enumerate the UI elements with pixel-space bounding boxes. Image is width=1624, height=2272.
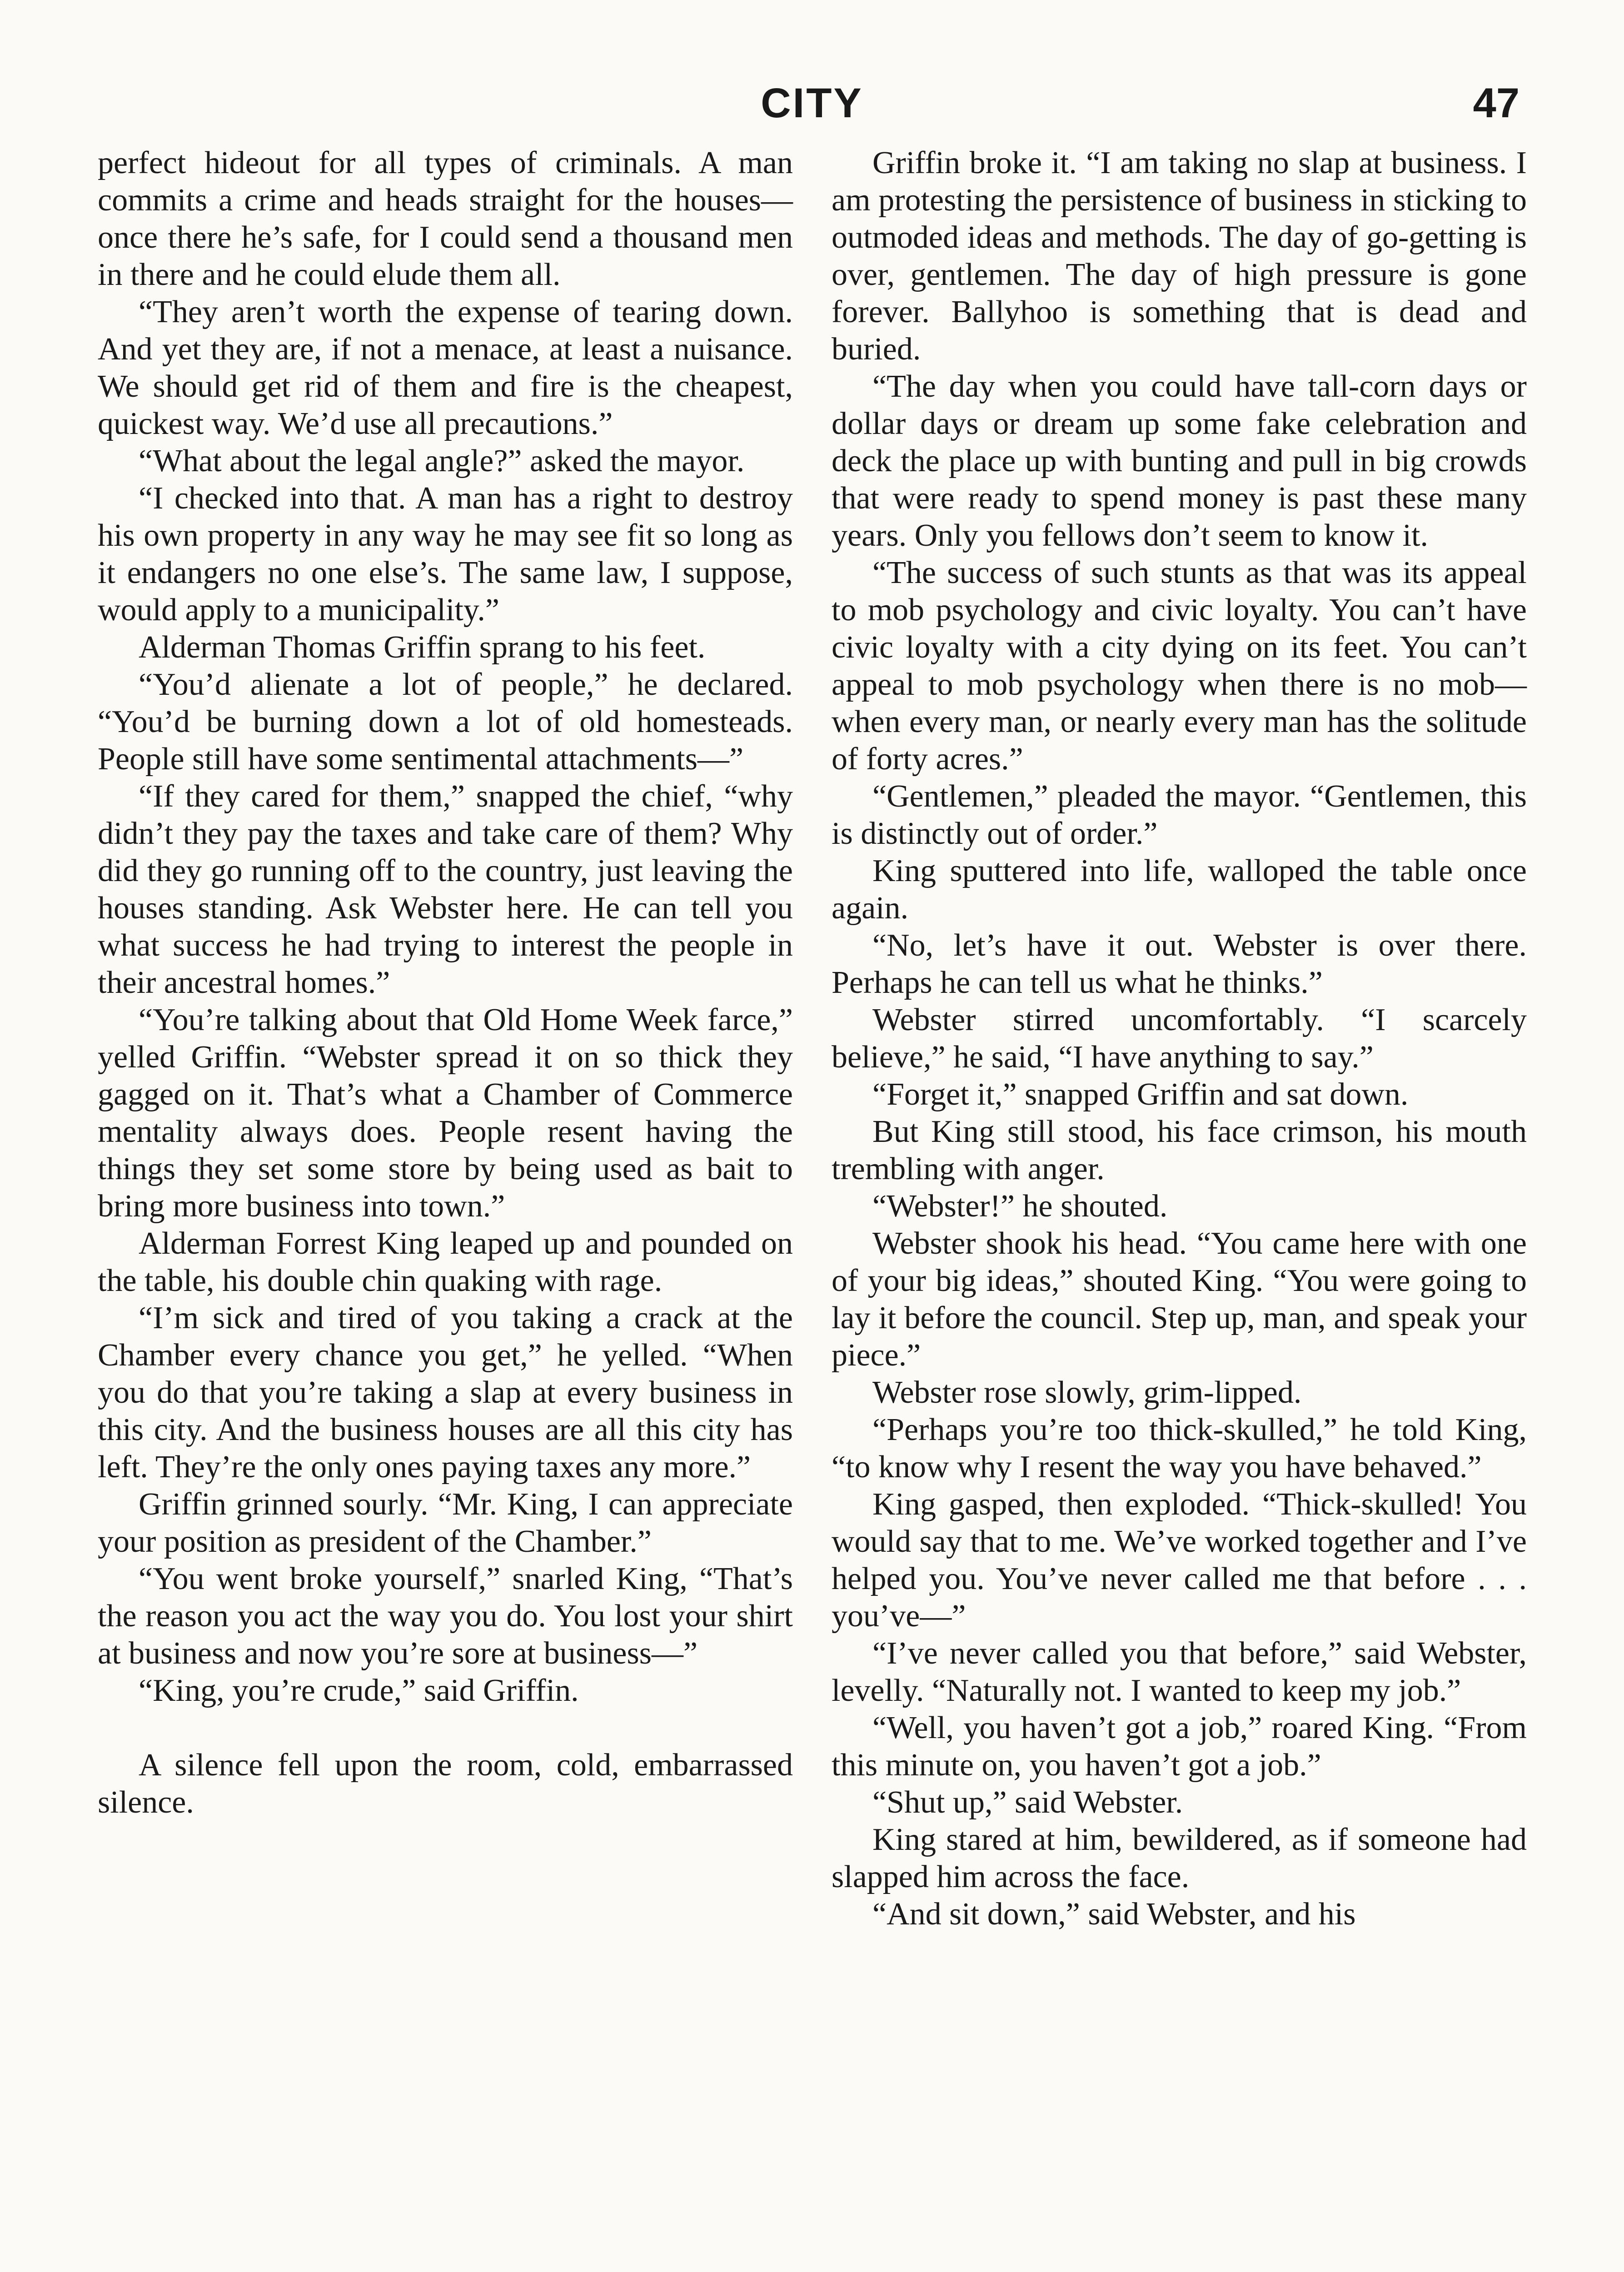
paragraph: “Shut up,” said Webster. [872, 1785, 1183, 1820]
paragraph: “You’d alienate a lot of people,” he declared. “You’d be burning down a lot of old homesteads. People still have some sentimental attachments—” [98, 667, 793, 777]
paragraph: “No, let’s have it out. Webster is over there. Perhaps he can tell us what he thinks.” [832, 928, 1527, 1000]
paragraph: Griffin broke it. “I am taking no slap at business. I am protesting the persistence of business in sticking to outmoded ideas and methods. The day of go-getting is over, gentlemen. The day of high pressure is gone forever. Ballyhoo is something that is dead and buried. [832, 145, 1527, 367]
paragraph: King gasped, then exploded. “Thick-skulled! You would say that to me. We’ve worked together and I’ve helped you. You’ve never called me that before . . . you’ve—” [832, 1487, 1527, 1634]
paragraph: Webster stirred uncomfortably. “I scarcely believe,” he said, “I have anything to say.” [832, 1002, 1527, 1075]
paragraph: “Well, you haven’t got a job,” roared King. “From this minute on, you haven’t got a job.” [832, 1710, 1527, 1783]
paragraph: “The day when you could have tall-corn days or dollar days or dream up some fake celebration and deck the place up with bunting and pull in big crowds that were ready to spend money is past these many years. Only you fellows don’t seem to know it. [832, 369, 1527, 553]
paragraph: “I checked into that. A man has a right to destroy his own property in any way he may see fit so long as it endangers no one else’s. The same law, I suppose, would apply to a municipality.” [98, 481, 793, 628]
page-number: 47 [1473, 80, 1519, 126]
paragraph: “And sit down,” said Webster, and his [872, 1897, 1356, 1932]
paragraph: Alderman Thomas Griffin sprang to his feet. [139, 630, 706, 665]
right-column [832, 144, 1527, 1933]
paragraph: Webster shook his head. “You came here with one of your big ideas,” shouted King. “You were going to lay it before the council. Step up, man, and speak your piece.” [832, 1226, 1527, 1373]
paragraph: Webster rose slowly, grim-lipped. [872, 1375, 1302, 1410]
paragraph: “You went broke yourself,” snarled King, “That’s the reason you act the way you do. You lost your shirt at business and now you’re sore at business—” [98, 1561, 793, 1671]
paragraph: “I’ve never called you that before,” said Webster, levelly. “Naturally not. I wanted to keep my job.” [832, 1636, 1527, 1708]
left-column [98, 144, 793, 1821]
paragraph: “I’m sick and tired of you taking a crack at the Chamber every chance you get,” he yelled. “When you do that you’re taking a slap at every business in this city. And the business houses are all this city has left. They’re the only ones paying taxes any more.” [98, 1300, 793, 1485]
paragraph: “What about the legal angle?” asked the mayor. [139, 443, 745, 478]
paragraph: “King, you’re crude,” said Griffin. [139, 1673, 579, 1708]
paragraph: King stared at him, bewildered, as if someone had slapped him across the face. [832, 1822, 1527, 1894]
running-title: CITY [761, 80, 863, 126]
paragraph: “Webster!” he shouted. [872, 1189, 1168, 1224]
paragraph: A silence fell upon the room, cold, embarrassed silence. [98, 1748, 793, 1820]
paragraph: But King still stood, his face crimson, his mouth trembling with anger. [832, 1114, 1527, 1186]
paragraph: perfect hideout for all types of criminals. A man commits a crime and heads straight for the houses—once there he’s safe, for I could send a thousand men in there and he could elude them all. [98, 145, 793, 292]
paragraph: “They aren’t worth the expense of tearing down. And yet they are, if not a menace, at least a nuisance. We should get rid of them and fire is the cheapest, quickest way. We’d use all precautions.” [98, 294, 793, 441]
paragraph: King sputtered into life, walloped the table once again. [832, 853, 1527, 926]
paragraph: “The success of such stunts as that was its appeal to mob psychology and civic loyalty. You can’t have civic loyalty with a city dying on its feet. You can’t appeal to mob psychology when there is no mob—when every man, or nearly every man has the solitude of forty acres.” [832, 555, 1527, 777]
paragraph: “Perhaps you’re too thick-skulled,” he told King, “to know why I resent the way you have behaved.” [832, 1412, 1527, 1485]
paragraph: “Gentlemen,” pleaded the mayor. “Gentlemen, this is distinctly out of order.” [832, 779, 1527, 851]
paragraph: “Forget it,” snapped Griffin and sat down. [872, 1077, 1409, 1112]
page-header [95, 80, 1529, 134]
paragraph: Griffin grinned sourly. “Mr. King, I can appreciate your position as president of the Chamber.” [98, 1487, 793, 1559]
paragraph: “If they cared for them,” snapped the chief, “why didn’t they pay the taxes and take care of them? Why did they go running off to the country, just leaving the houses standing. Ask Webster here. He can tell you what success he had trying to interest the people in their ancestral homes.” [98, 779, 793, 1000]
paragraph: “You’re talking about that Old Home Week farce,” yelled Griffin. “Webster spread it on so thick they gagged on it. That’s what a Chamber of Commerce mentality always does. People resent having the things they set some store by being used as bait to bring more business into town.” [98, 1002, 793, 1224]
paragraph: Alderman Forrest King leaped up and pounded on the table, his double chin quaking with rage. [98, 1226, 793, 1298]
